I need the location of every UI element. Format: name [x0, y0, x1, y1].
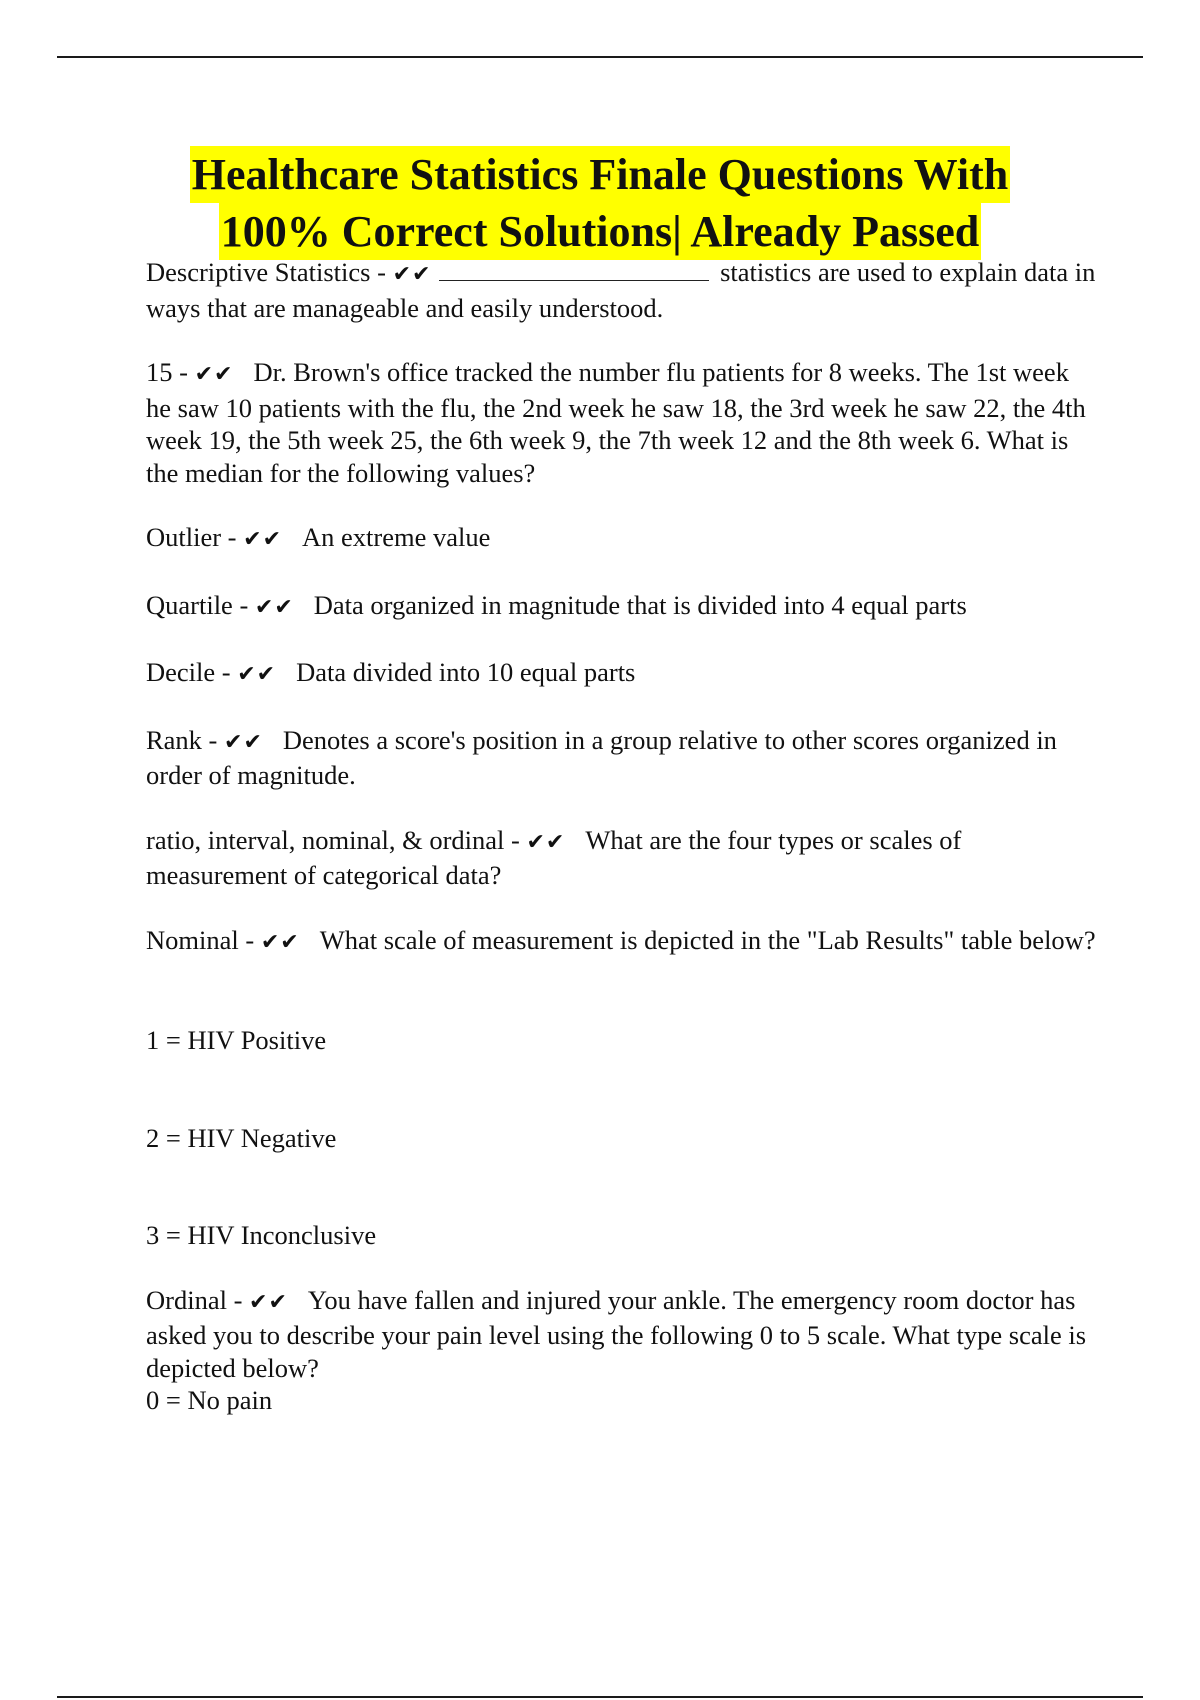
qa-entry-ordinal: [146, 1284, 1096, 1385]
qa-entry-median: [146, 356, 1096, 489]
document-body: [146, 256, 1096, 1417]
qa-entry-decile: [146, 656, 1096, 692]
question-text: What are the four types or scales of measurement of categorical data?: [146, 824, 962, 890]
answer-term: Rank -: [146, 724, 225, 755]
question-text: statistics are used to explain data in ways that are manageable and easily understood.: [146, 257, 1096, 323]
question-text: Denotes a score's position in a group relative to other scores organized in order of magnitude.: [146, 724, 1057, 790]
question-text: Dr. Brown's office tracked the number flu patients for 8 weeks. The 1st week he saw 10 patients with the flu, the 2nd week he saw 18, the 3rd week he saw 22, the 4th week 19, the 5th week 25, the 6th week 9, the 7th week 12 and the 8th week 6. What is the median for the following values?: [146, 357, 1086, 488]
fill-in-blank: [439, 256, 709, 281]
bottom-rule: [57, 1696, 1143, 1698]
answer-term: ratio, interval, nominal, & ordinal -: [146, 824, 527, 855]
list-item: 0 = No pain: [146, 1385, 273, 1415]
answer-term: Quartile -: [146, 589, 255, 620]
question-text: You have fallen and injured your ankle. The emergency room doctor has asked you to describe your pain level using the following 0 to 5 scale. What type scale is depicted below?: [146, 1284, 1087, 1383]
qa-entry-outlier: [146, 521, 1096, 557]
list-item: 2 = HIV Negative: [146, 1122, 337, 1153]
answer-term: Outlier -: [146, 522, 244, 552]
double-check-icon: ✔✔: [260, 929, 300, 955]
list-item: 3 = HIV Inconclusive: [146, 1220, 377, 1250]
answer-term: Nominal -: [146, 924, 261, 955]
top-rule: [57, 56, 1143, 58]
qa-entry-scales: [146, 824, 1096, 892]
double-check-icon: ✔✔: [254, 594, 294, 620]
qa-entry-descriptive-statistics: [146, 256, 1096, 324]
answer-term: Descriptive Statistics -: [146, 257, 393, 287]
list-item: 1 = HIV Positive: [146, 1025, 327, 1055]
answer-term: Decile -: [146, 657, 238, 687]
qa-entry-quartile: [146, 589, 1096, 625]
title-line-1: Healthcare Statistics Finale Questions With: [190, 146, 1010, 203]
double-check-icon: ✔✔: [243, 527, 283, 552]
document-title: [0, 146, 1200, 260]
double-check-icon: ✔✔: [249, 1289, 288, 1315]
question-text: What scale of measurement is depicted in the "Lab Results" table below?: [319, 924, 1096, 955]
double-check-icon: ✔✔: [392, 262, 432, 287]
question-text: Data divided into 10 equal parts: [296, 657, 636, 687]
answer-term: Ordinal -: [146, 1284, 250, 1315]
double-check-icon: ✔✔: [224, 729, 263, 755]
answer-term: 15 -: [146, 357, 195, 387]
double-check-icon: ✔✔: [194, 362, 234, 387]
question-text: Data organized in magnitude that is divided into 4 equal parts: [313, 589, 967, 620]
qa-entry-nominal: [146, 924, 1096, 960]
double-check-icon: ✔✔: [526, 829, 566, 855]
title-line-2: 100% Correct Solutions| Already Passed: [219, 203, 982, 260]
question-text: An extreme value: [302, 522, 491, 552]
qa-entry-rank: [146, 724, 1096, 792]
double-check-icon: ✔✔: [237, 662, 277, 687]
